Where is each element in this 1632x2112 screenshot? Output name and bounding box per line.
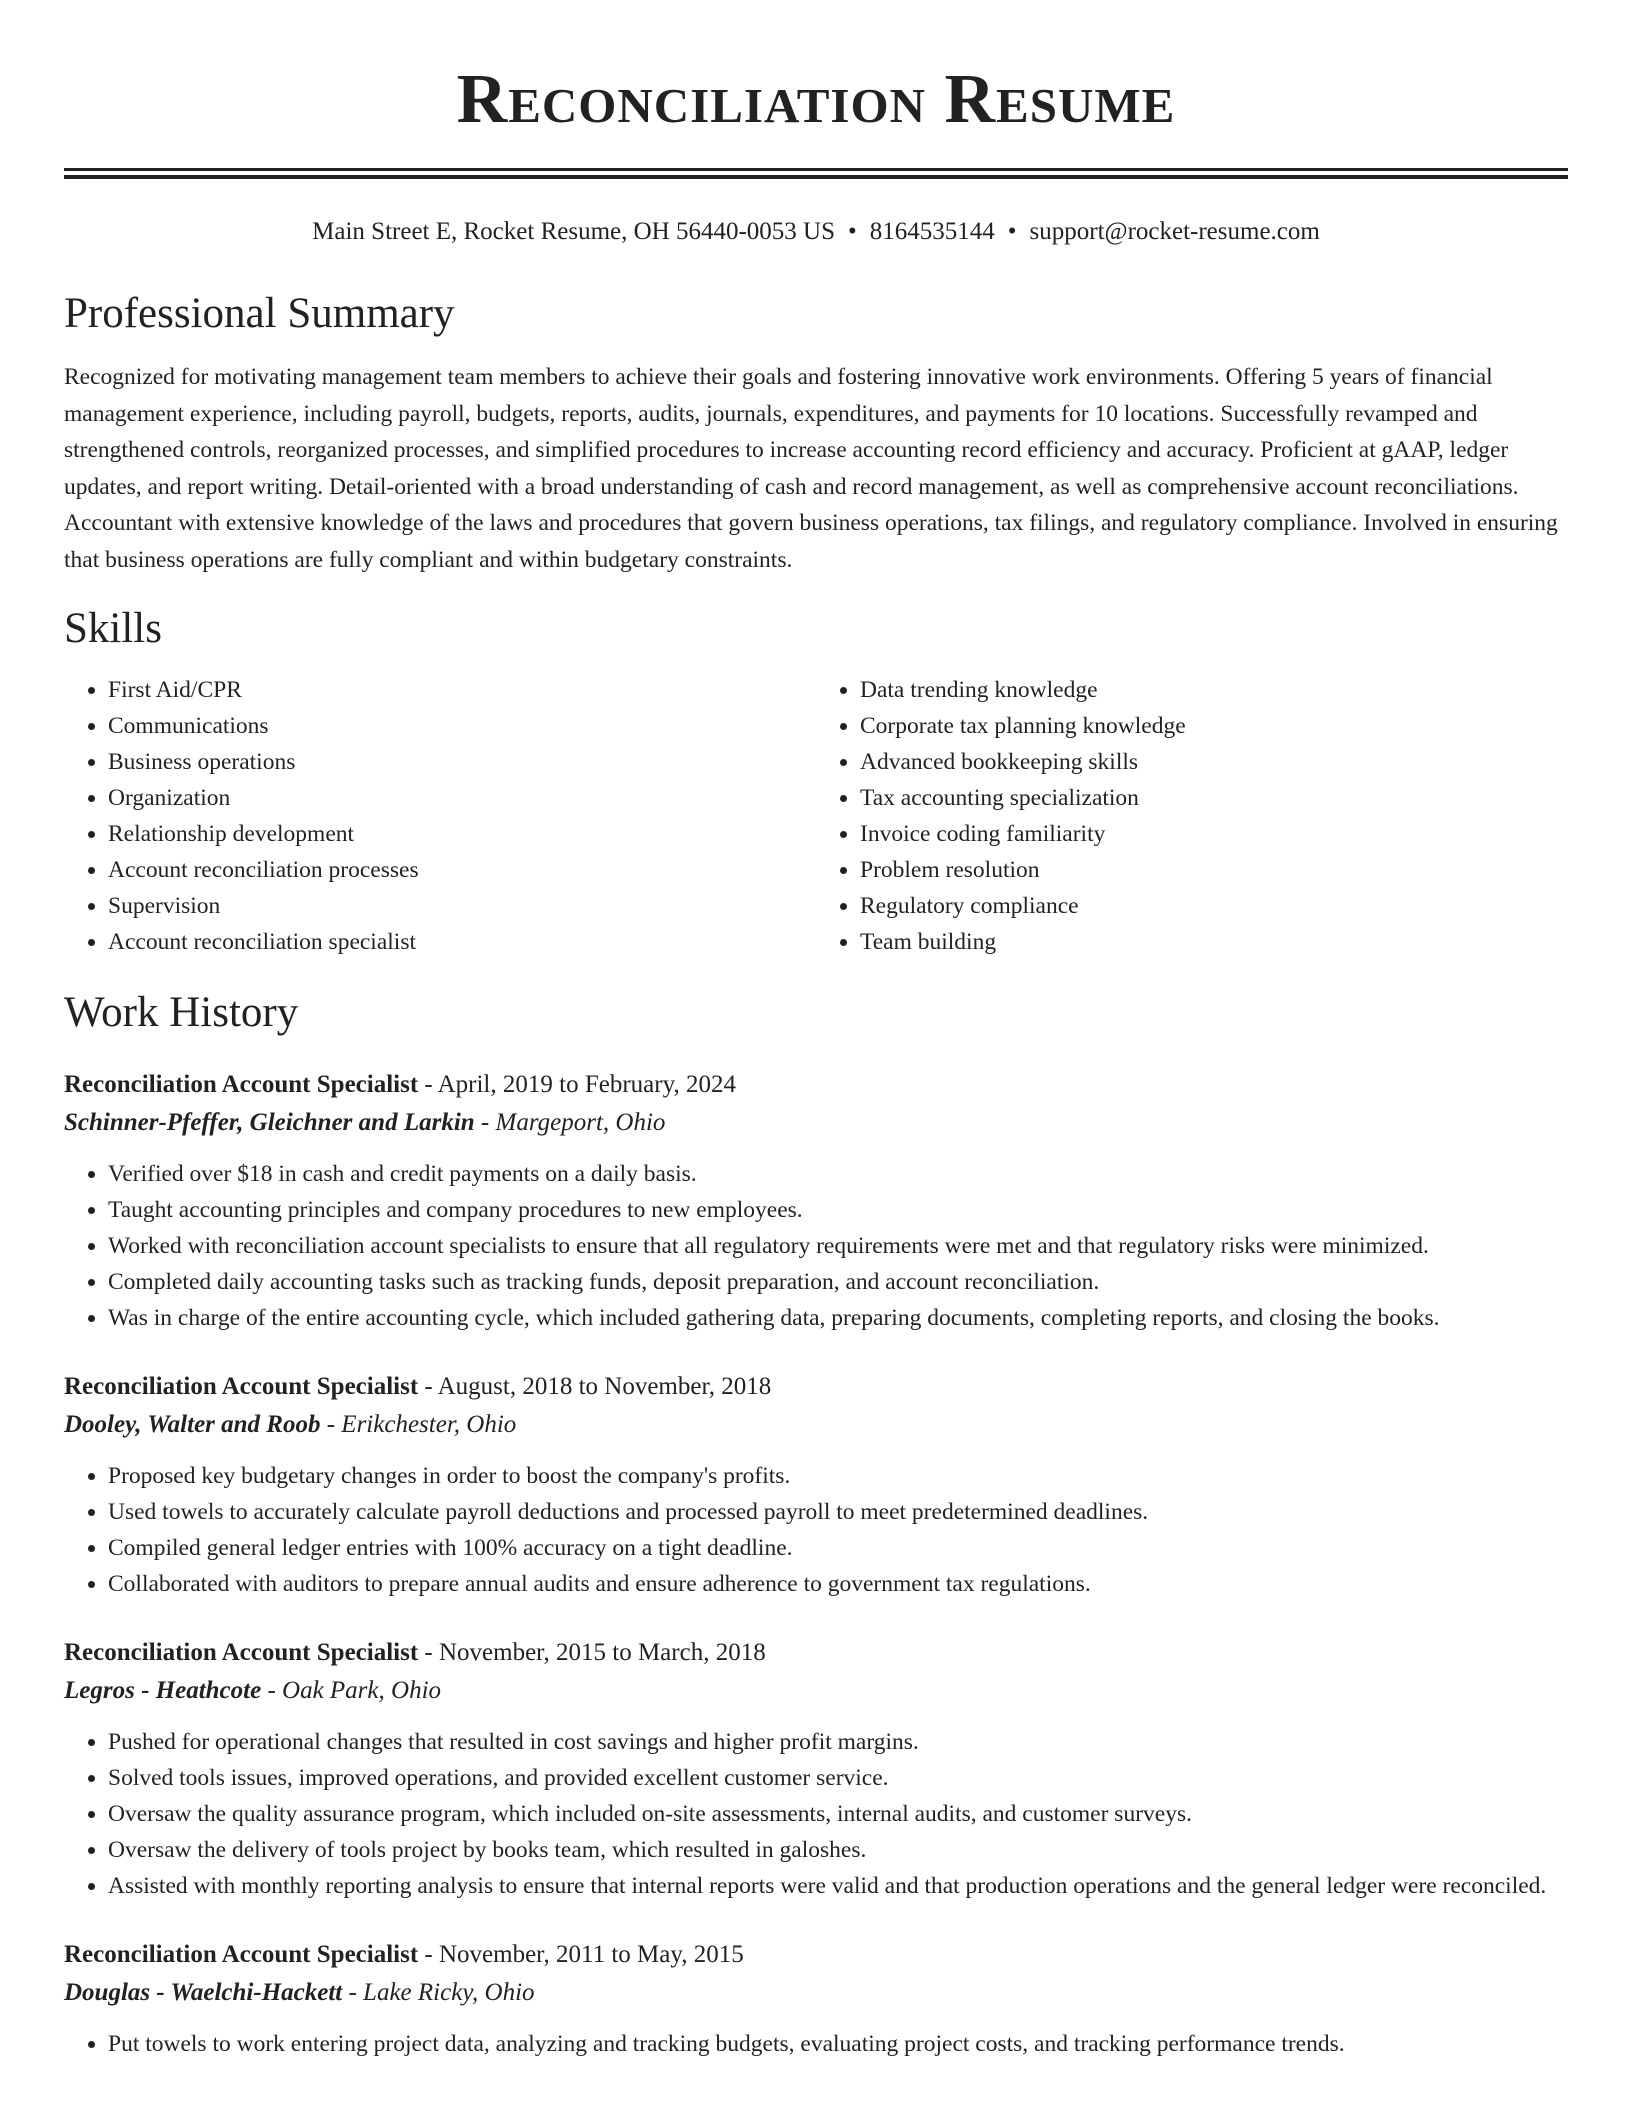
job-company-line [64,1974,1568,2012]
job-duty: • Used towels to accurately calculate payroll deductions and processed payroll to meet predetermined deadlines. [108,1494,1568,1530]
skill-item: • Business operations [108,744,816,780]
skill-item: • Data trending knowledge [860,672,1568,708]
skill-item: • Advanced bookkeeping skills [860,744,1568,780]
job-duty: • Worked with reconciliation account specialists to ensure that all regulatory requirements were met and that regulatory risks were minimized. [108,1228,1568,1264]
job-role: Reconciliation Account Specialist [64,1941,419,1968]
job-entry [64,1368,1568,1602]
skill-item: • Communications [108,708,816,744]
job-duties [64,1724,1568,1904]
contact-address: Main Street E, Rocket Resume, OH 56440-0053 US [312,218,836,245]
job-duty: • Was in charge of the entire accounting cycle, which included gathering data, preparing documents, completing reports, and closing the books. [108,1300,1568,1336]
contact-email: support@rocket-resume.com [1029,218,1320,245]
job-duty: • Pushed for operational changes that resulted in cost savings and higher profit margins. [108,1724,1568,1760]
job-duties [64,1458,1568,1602]
job-company-line [64,1406,1568,1444]
contact-separator: • [848,218,857,245]
skill-item: • Account reconciliation processes [108,852,816,888]
skills-column-right [816,672,1568,960]
skill-item: • Regulatory compliance [860,888,1568,924]
skill-item: • First Aid/CPR [108,672,816,708]
job-role: Reconciliation Account Specialist [64,1373,419,1400]
skills-list [64,672,1568,960]
job-duties [64,2026,1568,2062]
job-duty: • Oversaw the delivery of tools project by books team, which resulted in galoshes. [108,1832,1568,1868]
job-company: Legros - Heathcote [64,1677,262,1704]
job-entry [64,1936,1568,2062]
summary-heading: Professional Summary [64,290,455,337]
job-duty: • Taught accounting principles and company procedures to new employees. [108,1192,1568,1228]
job-title-line [64,1936,1568,1974]
job-duties [64,1156,1568,1336]
job-title-line [64,1634,1568,1672]
job-title-line [64,1066,1568,1104]
job-company: Schinner-Pfeffer, Gleichner and Larkin [64,1109,475,1136]
skills-column-left [64,672,816,960]
job-dates: - November, 2011 to May, 2015 [418,1941,744,1968]
job-location: - Margeport, Ohio [474,1109,666,1136]
job-duty: • Completed daily accounting tasks such as tracking funds, deposit preparation, and account reconciliation. [108,1264,1568,1300]
job-duty: • Verified over $18 in cash and credit payments on a daily basis. [108,1156,1568,1192]
job-duty: • Solved tools issues, improved operations, and provided excellent customer service. [108,1760,1568,1796]
summary-text: Recognized for motivating management team members to achieve their goals and fostering innovative work environments. Offering 5 years of financial management experience, including payroll, budgets, reports, audits, journals, expenditures, and payments for 10 locations. Successfully revamped and strengthened controls, reorganized processes, and simplified procedures to increase accounting record efficiency and accuracy. Proficient at gAAP, ledger updates, and report writing. Detail-oriented with a broad understanding of cash and record management, as well as comprehensive account reconciliations. Accountant with extensive knowledge of the laws and procedures that govern business operations, tax filings, and regulatory compliance. Involved in ensuring that business operations are fully compliant and within budgetary constraints. [64,364,1558,573]
job-company-line [64,1104,1568,1142]
job-dates: - August, 2018 to November, 2018 [418,1373,772,1400]
job-duty: • Oversaw the quality assurance program, which included on-site assessments, internal audits, and customer surveys. [108,1796,1568,1832]
job-entry [64,1634,1568,1904]
job-location: - Oak Park, Ohio [261,1677,442,1704]
contact-separator: • [1007,218,1017,245]
job-dates: - November, 2015 to March, 2018 [418,1639,766,1666]
job-duty: • Put towels to work entering project data, analyzing and tracking budgets, evaluating project costs, and tracking performance trends. [108,2026,1568,2062]
job-title-line [64,1368,1568,1406]
contact-line [64,217,1568,247]
job-entry [64,1066,1568,1336]
skill-item: • Corporate tax planning knowledge [860,708,1568,744]
skill-item: • Account reconciliation specialist [108,924,816,960]
job-duty: • Collaborated with auditors to prepare annual audits and ensure adherence to government tax regulations. [108,1566,1568,1602]
job-location: - Lake Ricky, Ohio [342,1979,535,2006]
job-role: Reconciliation Account Specialist [64,1639,419,1666]
job-company-line [64,1672,1568,1710]
job-duty: • Compiled general ledger entries with 100% accuracy on a tight deadline. [108,1530,1568,1566]
job-company: Dooley, Walter and Roob [64,1411,321,1438]
job-dates: - April, 2019 to February, 2024 [418,1071,736,1098]
resume-title: Reconciliation Resume [456,61,1176,138]
job-location: - Erikchester, Ohio [320,1411,517,1438]
skill-item: • Problem resolution [860,852,1568,888]
skill-item: • Organization [108,780,816,816]
title-divider [64,168,1568,179]
work-history-heading: Work History [64,989,299,1036]
skill-item: • Tax accounting specialization [860,780,1568,816]
skill-item: • Team building [860,924,1568,960]
skills-heading: Skills [64,605,162,652]
job-role: Reconciliation Account Specialist [64,1071,419,1098]
skill-item: • Supervision [108,888,816,924]
skill-item: • Relationship development [108,816,816,852]
job-duty: • Assisted with monthly reporting analysis to ensure that internal reports were valid and that production operations and the general ledger were reconciled. [108,1868,1568,1904]
job-company: Douglas - Waelchi-Hackett [64,1979,343,2006]
skill-item: • Invoice coding familiarity [860,816,1568,852]
contact-phone: 8164535144 [869,218,995,245]
job-duty: • Proposed key budgetary changes in order to boost the company's profits. [108,1458,1568,1494]
